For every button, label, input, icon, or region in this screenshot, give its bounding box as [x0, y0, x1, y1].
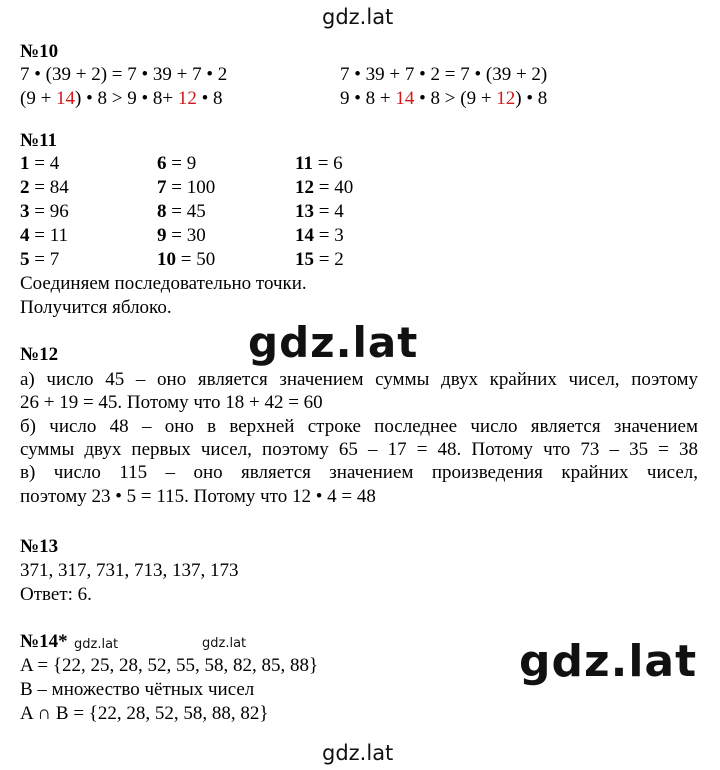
task-12-line-3: б) число 48 – оно в верхней строке последнее число является значением	[20, 416, 698, 437]
expr-part: 9 • 8 +	[340, 88, 396, 109]
task-11-column-3	[295, 153, 353, 271]
watermark-bottom: gdz.lat	[322, 741, 394, 765]
answer-item: 3 = 96	[20, 201, 69, 222]
expr-part: • 8 > (9 +	[414, 88, 497, 109]
answer-item: 12 = 40	[295, 177, 354, 198]
task-11-text-1: Соединяем последовательно точки.	[20, 273, 307, 294]
task-11-column-1	[20, 153, 69, 271]
watermark-large-right: gdz.lat	[519, 636, 698, 687]
expr-part: ) • 8 > 9 • 8+	[75, 88, 178, 109]
watermark-small-1: gdz.lat	[74, 637, 119, 652]
task-10-row1-right: 7 • 39 + 7 • 2 = 7 • (39 + 2)	[340, 64, 548, 85]
answer-item: 4 = 11	[20, 225, 69, 246]
answer-item: 7 = 100	[157, 177, 216, 198]
watermark-middle: gdz.lat	[248, 318, 419, 367]
answer-item: 9 = 30	[157, 225, 206, 246]
highlighted-number: 14	[56, 88, 76, 109]
watermark-small-2: gdz.lat	[202, 636, 247, 651]
answer-item: 15 = 2	[295, 249, 344, 270]
answer-item: 2 = 84	[20, 177, 69, 198]
expr-part: (9 +	[20, 88, 57, 109]
watermark-top: gdz.lat	[322, 5, 394, 29]
task-13-line-2: Ответ: 6.	[20, 584, 92, 605]
answer-item: 1 = 4	[20, 153, 60, 174]
answer-item: 11 = 6	[295, 153, 343, 174]
task-10-row2-right	[340, 88, 547, 110]
task-13-line-1: 371, 317, 731, 713, 137, 173	[20, 560, 239, 581]
task-12-line-2: 26 + 19 = 45. Потому что 18 + 42 = 60	[20, 392, 323, 413]
task-12-line-6: поэтому 23 • 5 = 115. Потому что 12 • 4 = 48	[20, 486, 376, 507]
expr-part: • 8	[196, 88, 223, 109]
highlighted-number: 12	[177, 88, 197, 109]
task-12-heading: №12	[20, 344, 59, 365]
task-14-heading: №14*	[20, 631, 68, 652]
task-11-heading: №11	[20, 130, 58, 151]
task-12-line-4: суммы двух первых чисел, поэтому 65 – 17 = 48. Потому что 73 – 35 = 38	[20, 439, 698, 460]
highlighted-number: 12	[496, 88, 516, 109]
task-12-line-5: в) число 115 – оно является значением произведения крайних чисел,	[20, 462, 698, 483]
answer-item: 13 = 4	[295, 201, 344, 222]
task-14-line-1: A = {22, 25, 28, 52, 55, 58, 82, 85, 88}	[20, 655, 319, 676]
expr-part: ) • 8	[515, 88, 548, 109]
answer-item: 6 = 9	[157, 153, 197, 174]
answer-item: 10 = 50	[157, 249, 216, 270]
task-10-heading: №10	[20, 41, 59, 62]
task-11-text-2: Получится яблоко.	[20, 297, 172, 318]
task-14-line-2: B – множество чётных чисел	[20, 679, 255, 700]
task-10-row1-left: 7 • (39 + 2) = 7 • 39 + 7 • 2	[20, 64, 228, 85]
answer-item: 8 = 45	[157, 201, 206, 222]
answer-item: 5 = 7	[20, 249, 60, 270]
task-11-column-2	[157, 153, 215, 271]
answer-item: 14 = 3	[295, 225, 344, 246]
task-14-line-3: A ∩ B = {22, 28, 52, 58, 88, 82}	[20, 703, 269, 724]
task-13-heading: №13	[20, 536, 59, 557]
highlighted-number: 14	[395, 88, 415, 109]
task-12-line-1: а) число 45 – оно является значением суммы двух крайних чисел, поэтому	[20, 369, 698, 390]
task-10-row2-left	[20, 88, 223, 110]
